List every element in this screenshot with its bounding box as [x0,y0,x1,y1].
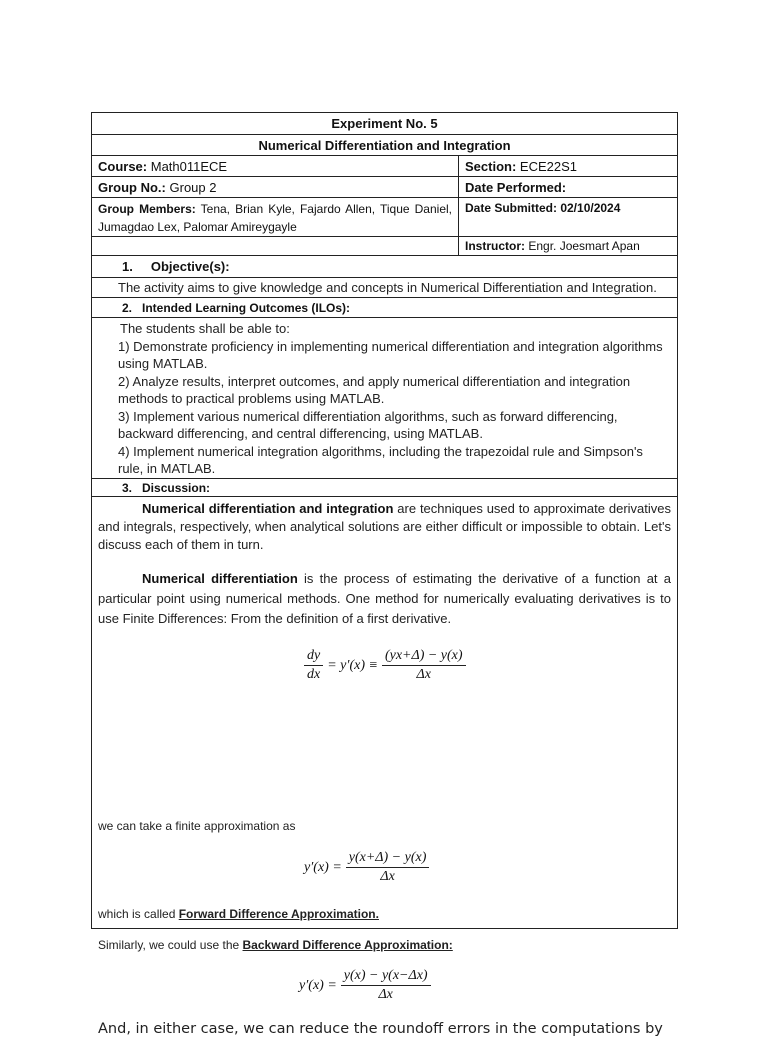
discussion-p1-bold: Numerical differentiation and integration [142,501,394,516]
discussion-p1-text: are techniques used to approximate derivatives and integrals, respectively, when analytical solutions are either difficult or impossible to obtain. Let's discuss each of them in turn. [98,501,672,552]
date-performed-label: Date Performed: [465,179,567,195]
derivative-definition-equation [304,647,466,684]
discussion-heading [116,479,677,496]
roundoff-text: And, in either case, we can reduce the roundoff errors in the computations by [98,1021,663,1037]
subject-title: Numerical Differentiation and Integration [258,137,511,153]
backward-difference-term: Backward Difference Approximation: [242,938,453,952]
backward-difference-equation [299,967,431,1004]
section-cell [459,156,677,176]
instructor-value: Engr. Joesmart Apan [528,239,640,253]
ilo-list [118,320,667,478]
objectives-heading-num: 1. [122,259,133,274]
experiment-title-row [92,113,677,135]
eq1-rhs-fraction [382,647,466,684]
ilo-heading-text: Intended Learning Outcomes (ILOs): [142,300,351,315]
finite-approximation-text: we can take a finite approximation as [98,819,296,833]
discussion-paragraph-1 [98,500,671,554]
discussion-p2-bold: Numerical differentiation [142,571,298,586]
eq1-lhs-numerator: dy [304,647,323,666]
eq2-fraction [346,849,430,886]
eq1-denominator: Δx [416,667,431,682]
ilo-intro: The students shall be able to: [120,321,290,336]
forward-difference-equation [304,849,429,886]
course-value: Math011ECE [150,158,228,174]
date-submitted-label: Date Submitted: 02/10/2024 [465,201,621,215]
objectives-heading-row [92,256,677,278]
course-row [92,156,677,177]
objectives-text: The activity aims to give knowledge and concepts in Numerical Differentiation and Integration. [118,280,657,295]
group-value: Group 2 [169,179,217,195]
instructor-label: Instructor: [465,239,525,253]
eq2-lhs: y′(x) = [304,859,342,875]
eq1-lhs-denominator: dx [307,667,321,682]
members-value: Tena, Brian Kyle, Fajardo Allen, Tique Daniel, Jumagdao Lex, Palomar Amireygayle [98,202,452,234]
discussion-heading-row [92,479,677,497]
members-label: Group Members: [98,202,196,216]
ilo-item: 1) Demonstrate proficiency in implementing numerical differentiation and integration algorithms using MATLAB. [118,338,663,371]
discussion-paragraph-2 [98,569,671,629]
discussion-p2-text: is the process of estimating the derivative of a function at a particular point using numerical methods. One method for numerically evaluating derivatives is to use Finite Differences: From the definition of a first derivative. [98,571,672,626]
eq3-numerator: y(x) − y(x−Δx) [341,967,431,986]
section-value: ECE22S1 [519,158,578,174]
members-cell [92,198,459,236]
discussion-heading-num: 3. [122,480,133,495]
ilo-list-row [92,318,677,479]
members-row [92,198,677,237]
course-label: Course: [98,158,148,174]
section-label: Section: [465,158,517,174]
eq3-fraction [341,967,431,1004]
ilo-item: 2) Analyze results, interpret outcomes, and apply numerical differentiation and integration methods to practical problems using MATLAB. [118,373,631,406]
objectives-text-row [92,278,677,298]
group-cell [92,177,459,197]
eq1-middle: = y′(x) ≡ [327,657,378,673]
eq2-numerator: y(x+Δ) − y(x) [346,849,430,868]
forward-difference-term: Forward Difference Approximation. [178,907,379,921]
experiment-title: Experiment No. 5 [331,116,438,131]
backward-prefix: Similarly, we could use the [98,938,243,952]
ilo-item: 4) Implement numerical integration algorithms, including the trapezoidal rule and Simpson's rule, in MATLAB. [118,443,643,476]
discussion-heading-text: Discussion: [142,480,211,495]
eq3-lhs: y′(x) = [299,977,337,993]
ilo-heading-num: 2. [122,300,133,315]
eq3-denominator: Δx [378,987,393,1002]
backward-difference-text [98,938,453,952]
forward-difference-text [98,907,379,921]
instructor-row [92,237,677,256]
ilo-heading-row [92,298,677,318]
eq2-denominator: Δx [380,869,395,884]
eq1-lhs-fraction [304,647,323,684]
eq1-numerator: (yx+Δ) − y(x) [382,647,466,666]
subject-title-row [92,135,677,156]
objectives-heading-text: Objective(s): [150,259,230,274]
forward-prefix: which is called [98,907,179,921]
group-row [92,177,677,198]
objectives-heading [116,256,677,277]
course-cell [92,156,459,176]
instructor-cell [459,237,677,255]
group-label: Group No.: [98,179,166,195]
instructor-empty-cell [92,237,459,255]
ilo-heading [116,298,677,317]
ilo-item: 3) Implement various numerical differentiation algorithms, such as forward differencing, backward differencing, and central differencing, using MATLAB. [118,408,618,441]
